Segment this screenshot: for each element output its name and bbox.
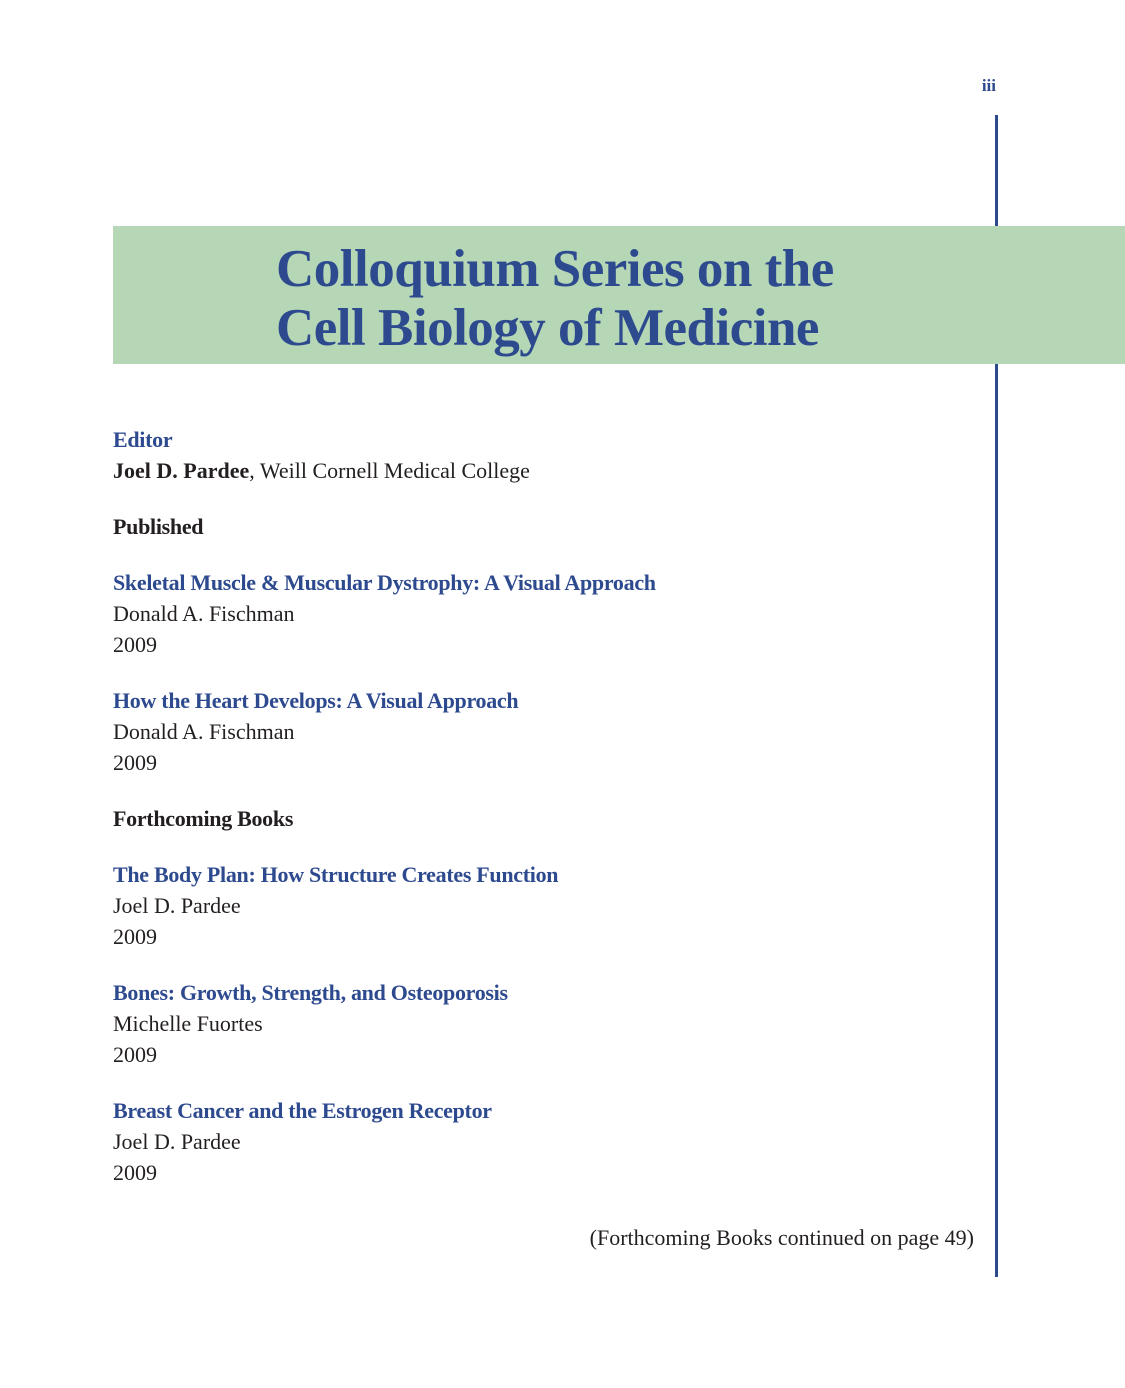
book-title: How the Heart Develops: A Visual Approach: [113, 688, 519, 713]
book-title: Breast Cancer and the Estrogen Receptor: [113, 1098, 492, 1123]
editor-affiliation: , Weill Cornell Medical College: [249, 458, 530, 483]
forthcoming-heading: Forthcoming Books: [113, 806, 294, 831]
book-year: 2009: [113, 1160, 157, 1185]
series-title-line-1: Colloquium Series on the: [276, 240, 834, 298]
book-year: 2009: [113, 750, 157, 775]
book-entry: [113, 977, 973, 1070]
book-title: Skeletal Muscle & Muscular Dystrophy: A Visual Approach: [113, 570, 656, 595]
book-author: Donald A. Fischman: [113, 601, 295, 626]
book-title: Bones: Growth, Strength, and Osteoporosis: [113, 980, 508, 1005]
book-author: Joel D. Pardee: [113, 1129, 241, 1154]
editor-section: [113, 424, 973, 486]
page-number: iii: [981, 76, 996, 95]
series-listing: [113, 424, 973, 1213]
book-entry: [113, 685, 973, 778]
book-author: Donald A. Fischman: [113, 719, 295, 744]
book-entry: [113, 1095, 973, 1188]
book-year: 2009: [113, 632, 157, 657]
book-entry: [113, 567, 973, 660]
editor-name: Joel D. Pardee: [113, 458, 250, 483]
book-entry: [113, 859, 973, 952]
book-author: Michelle Fuortes: [113, 1011, 263, 1036]
book-author: Joel D. Pardee: [113, 893, 241, 918]
editor-line: [113, 455, 973, 486]
series-title-line-2: Cell Biology of Medicine: [276, 299, 819, 357]
book-year: 2009: [113, 924, 157, 949]
book-year: 2009: [113, 1042, 157, 1067]
series-title: [276, 240, 916, 358]
editor-heading: Editor: [113, 427, 173, 452]
continued-note: (Forthcoming Books continued on page 49): [589, 1225, 974, 1250]
book-title: The Body Plan: How Structure Creates Function: [113, 862, 559, 887]
published-heading: Published: [113, 514, 204, 539]
